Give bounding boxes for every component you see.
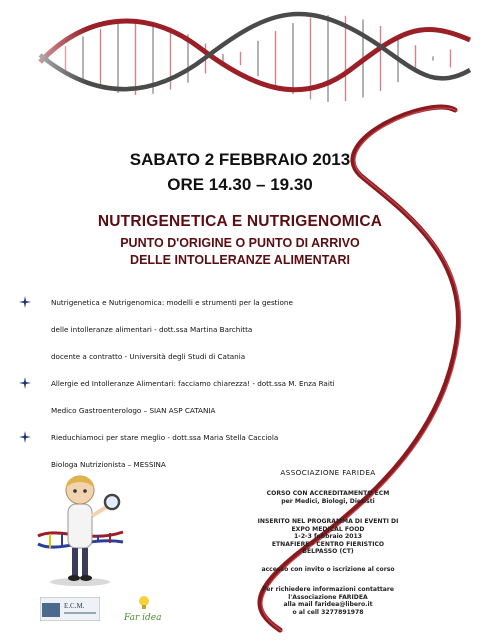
faridea-logo-text: Far idea <box>124 613 162 623</box>
contact-info <box>228 586 428 616</box>
program-line: docente a contratto - Università degli Studi di Catania <box>51 352 246 361</box>
star-bullet-icon <box>19 377 31 389</box>
star-bullet-icon <box>19 296 31 308</box>
accreditation-info <box>228 490 428 505</box>
association-name: ASSOCIAZIONE FARIDEA <box>280 468 376 477</box>
ecm-logo-text: E.C.M. <box>64 602 85 610</box>
program-info <box>228 518 428 556</box>
accreditation-line: CORSO CON ACCREDITAMENTO ECM <box>266 490 390 497</box>
star-bullet-icon <box>19 431 31 443</box>
contact-line: Per richiedere informazioni contattare <box>261 586 395 593</box>
program-info-line: 1-2-3 febbraio 2013 <box>294 533 362 541</box>
contact-line: o al cell 3277891978 <box>292 608 364 616</box>
program-line: Nutrigenetica e Nutrigenomica: modelli e strumenti per la gestione <box>51 298 293 307</box>
program-line: Allergie ed Intolleranze Alimentari: facciamo chiarezza! - dott.ssa M. Enza Raiti <box>51 379 335 388</box>
program-line: Biologa Nutrizionista – MESSINA <box>51 460 166 469</box>
contact-line: l'Associazione FARIDEA <box>288 593 368 601</box>
accreditation-line: per Medici, Biologi, Dietisti <box>281 497 375 505</box>
program-info-line: EXPO MEDICAL FOOD <box>291 525 365 533</box>
faridea-logo <box>122 594 164 624</box>
program-line: delle intolleranze alimentari - dott.ssa Martina Barchitta <box>51 325 253 334</box>
event-date: SABATO 2 FEBBRAIO 2013 <box>129 150 351 169</box>
subtitle-line-1: PUNTO D'ORIGINE O PUNTO DI ARRIVO <box>120 236 360 250</box>
program-info-line: BELPASSO (CT) <box>302 548 354 556</box>
doctor-with-dna-illustration <box>28 466 128 586</box>
program-line: Rieduchiamoci per stare meglio - dott.ssa Maria Stella Cacciola <box>51 433 279 442</box>
ecm-logo <box>40 597 100 621</box>
event-time: ORE 14.30 – 19.30 <box>167 175 313 194</box>
program-info-line: ETNAFIERE - CENTRO FIERISTICO <box>271 540 385 548</box>
program-info-line: INSERITO NEL PROGRAMMA DI EVENTI DI <box>257 518 399 525</box>
access-info: accesso con invito o iscrizione al corso <box>261 566 395 573</box>
program-line: Medico Gastroenterologo – SIAN ASP CATANIA <box>51 406 216 415</box>
main-title: NUTRIGENETICA E NUTRIGENOMICA <box>97 213 383 230</box>
contact-line: alla mail faridea@libero.it <box>283 601 373 609</box>
subtitle-line-2: DELLE INTOLLERANZE ALIMENTARI <box>130 253 350 267</box>
